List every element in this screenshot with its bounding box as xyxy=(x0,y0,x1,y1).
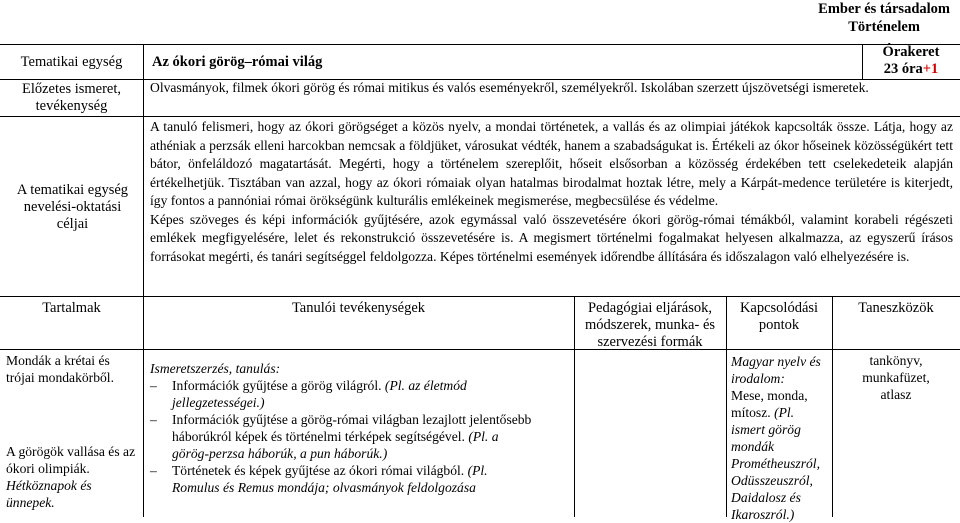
hours-box xyxy=(862,44,960,78)
row-divider-prereq xyxy=(0,116,960,117)
bullet-dash: – xyxy=(150,463,157,478)
table-top-border xyxy=(0,44,960,45)
col-divider-3 xyxy=(574,296,575,517)
col-header-taneszkozok: Taneszközök xyxy=(858,300,934,316)
activity-item xyxy=(150,377,535,411)
col-divider-main xyxy=(143,44,144,517)
col-header-tartalmak: Tartalmak xyxy=(42,300,101,316)
subject-name: Történelem xyxy=(848,19,920,35)
activities-heading: Ismeretszerzés, tanulás: xyxy=(150,361,281,376)
tartalmak-cell xyxy=(6,352,138,511)
topic-title: Az ókori görög–római világ xyxy=(152,54,323,70)
bullet-dash: – xyxy=(150,412,157,427)
col-header-kapcsolodasi: Kapcsolódási pontok xyxy=(739,300,819,333)
tartalmak-item: Mondák a krétai és trójai mondakörből. xyxy=(6,353,114,385)
activity-text: Információk gyűjtése a görög-római világban lezajlott jelentősebb háborúkról képek és történelmi térképek segítségével. xyxy=(172,412,532,444)
topic-label: Tematikai egység xyxy=(20,54,123,70)
activity-item xyxy=(150,411,535,462)
activity-note: (Pl. Romulus és Remus mondája; olvasmányok feldolgozása xyxy=(172,463,488,495)
bullet-dash: – xyxy=(150,378,157,393)
goals-paragraph-2: Képes szöveges és képi információk gyűjtésére, azok egymással való összevetésére ókori görög-római témákból, valamint korabeli régészeti emlékek megfigyelésére, lelet és rekonstrukció összevetésére is. A megismert történelmi fogalmakat helyesen alkalmazza, az egyszerű írásos forrásokat megérti, és tanári segítséggel feldolgozza. Képes történelmi események időrendbe állítására és időszalagon való elhelyezésére is. xyxy=(150,211,953,264)
col-divider-5 xyxy=(832,296,833,517)
goals-paragraph-1: A tanuló felismeri, hogy az ókori görögséget a közös nyelv, a mondai történetek, a vallás és az olimpiai játékok kapcsolták össze. Látja, hogy az athéniak a perzsák elleni harcokban nemcsak a földjüket, városukat védték, hanem a szabadságukat is. Értékeli az ókor hőseinek közösségükért tett bátor, önfeláldozó magatartását. Megérti, hogy a történelem szereplőit, hőseit elsősorban a közösség érdekében tett cselekedeteik alapján értékelhetjük. Tisztában van azzal, hogy az ókori rómaiak olyan hatalmas birodalmat hoztak létre, mely a Kárpát-medence területére is kiterjedt, így fontos a pannóniai római örökségünk kulturális emlékeinek megismerése, megbecsülése és védelme. xyxy=(150,119,953,208)
row-divider-goals xyxy=(0,296,960,297)
kapcsolodasi-text xyxy=(731,387,829,523)
prereq-label: Előzetes ismeret, tevékenység xyxy=(21,81,122,114)
hours-extra: +1 xyxy=(922,61,939,77)
taneszkozok-cell: tankönyv, munkafüzet, atlasz xyxy=(862,353,930,402)
col-header-eljarasok: Pedagógiai eljárások, módszerek, munka- és szervezési formák xyxy=(584,300,716,350)
activity-text: Történetek és képek gyűjtése az ókori római világból. xyxy=(172,463,468,478)
goals-text xyxy=(150,118,953,266)
kapcsolodasi-main: Mese, monda, mítosz. xyxy=(731,388,808,420)
kapcsolodasi-cell xyxy=(731,353,829,523)
activities-cell xyxy=(150,360,535,496)
document-header xyxy=(818,0,950,36)
col-header-tevekenysegek: Tanulói tevékenységek xyxy=(291,300,426,316)
activity-item xyxy=(150,462,535,496)
kapcsolodasi-note: (Pl. ismert görög mondák Prométheuszról, Odüsszeuszról, Daidalosz és Ikaroszról.) xyxy=(731,405,820,522)
tartalmak-item: A görögök vallása és az ókori olimpiák. xyxy=(6,444,136,476)
kapcsolodasi-subject: Magyar nyelv és irodalom: xyxy=(731,354,821,386)
hours-value: 23 óra xyxy=(883,61,923,77)
activity-note: (Pl. a görög-perzsa háborúk, a pun háborúk.) xyxy=(172,429,499,461)
hours-value-line xyxy=(862,61,960,78)
activity-note: (Pl. az életmód jellegzetességei.) xyxy=(172,378,467,410)
goals-label: A tematikai egység nevelési-oktatási céljai xyxy=(16,182,129,232)
row-divider-columns xyxy=(0,349,960,350)
prereq-text: Olvasmányok, filmek ókori görög és római mitikus és valós eseményekről, személyekről. Iskolában szerzett újszövetségi ismeretek. xyxy=(150,80,869,95)
subject-area: Ember és társadalom xyxy=(818,1,950,17)
tartalmak-item: Hétköznapok és ünnepek. xyxy=(6,478,92,510)
hours-label: Órakeret xyxy=(882,44,940,60)
activity-text: Információk gyűjtése a görög világról. xyxy=(172,378,385,393)
